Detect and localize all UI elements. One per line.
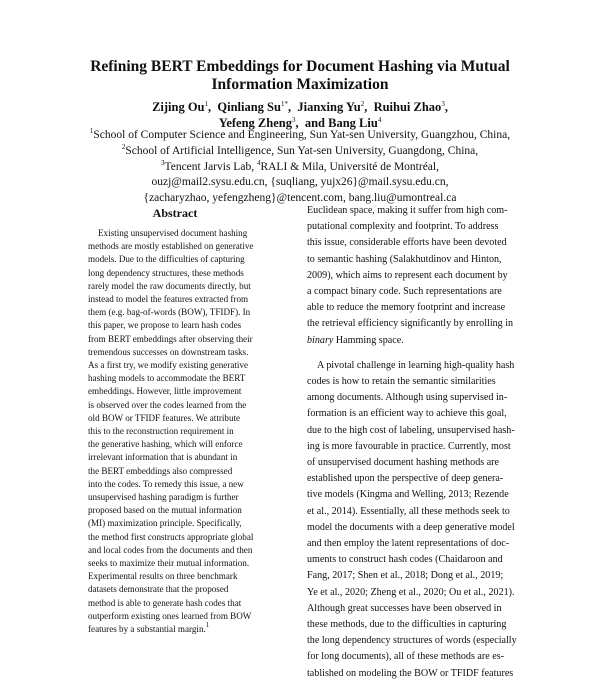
text-line: able to reduce the memory footprint and increase: [307, 302, 506, 314]
text-line: uments to construct hash codes (Chaidaroon and: [307, 554, 503, 566]
text-line: from BERT embeddings after observing their: [88, 333, 253, 344]
text-line: old BOW or TFIDF features. We attribute: [88, 412, 241, 423]
abstract-heading: Abstract: [152, 206, 198, 220]
text-line: As a first try, we modify existing generative: [88, 360, 249, 371]
text-line: hashing models to accommodate the BERT: [88, 373, 246, 384]
text-line: unsupervised hashing paradigm is further: [88, 492, 239, 503]
text-line: datasets demonstrate that the proposed: [88, 584, 229, 595]
text-line: Experimental results on three benchmark: [88, 571, 238, 582]
footnote-mark: 1: [205, 621, 210, 630]
abstract-body: [88, 227, 262, 636]
text-line: and then employ the latent representations of doc-: [307, 538, 510, 550]
text-line: them (e.g. bag-of-words (BOW), TFIDF). In: [88, 307, 251, 318]
text-line: these methods, due to the difficulties in capturing: [307, 619, 507, 631]
text-line: (MI) maximization principle. Specifically,: [88, 518, 242, 529]
text-line: this paper, we propose to learn hash codes: [88, 320, 242, 331]
affiliations: [40, 128, 560, 207]
right-column-text: [307, 203, 533, 682]
text-line: to semantic hashing (Salakhutdinov and Hinton,: [307, 253, 502, 265]
text-line: ing is more favourable in practice. Currently, most: [307, 440, 511, 452]
text-line: this issue, considerable efforts have been devoted: [307, 237, 507, 249]
text-line: among documents. Although using supervised in-: [307, 392, 508, 404]
text-line: a compact binary code. Such representations are: [307, 286, 502, 298]
author-name: Ruihui Zhao: [373, 100, 442, 114]
text-line: A pivotal challenge in learning high-quality hash: [317, 359, 515, 371]
affiliation-line: $^1$School of Computer Science and Engineering, Sun Yat-sen University, Guangzhou, China,: [89, 127, 511, 141]
text-line: is observed over the codes learned from the: [88, 399, 247, 410]
text-line: et al., 2014). Essentially, all these methods seek to: [307, 505, 510, 517]
text-line: putational complexity and footprint. To address: [307, 221, 499, 233]
author-name: and Bang Liu: [304, 116, 378, 130]
author-list: [40, 99, 560, 131]
text-line: established upon the perspective of deep genera-: [307, 473, 504, 485]
author-name: Qinliang Su: [217, 100, 281, 114]
author-affil-mark: 1: [204, 100, 209, 108]
affiliation-line: $^3$Tencent Jarvis Lab, $^4$RALI & Mila, Université de Montréal,: [161, 158, 439, 173]
paper-title: [40, 58, 560, 94]
text-line: models. Due to the difficulties of capturing: [88, 254, 245, 265]
text-line: this to the reconstruction requirement in: [88, 426, 234, 437]
author-affil-mark: 3: [441, 100, 445, 108]
email-line: ouzj@mail2.sysu.edu.cn, {suqliang, yujx26}@mail.sysu.edu.cn,: [151, 176, 449, 189]
text-line: of unsupervised document hashing methods are: [307, 457, 500, 469]
text-line: Although great successes have been observed in: [307, 602, 502, 614]
text-line: tive models (Kingma and Welling, 2013; Rezende: [307, 489, 509, 501]
text-line: long dependency structures, these methods: [88, 267, 244, 278]
text-line: model the documents with a deep generative model: [307, 521, 515, 533]
text-line: proposed based on the mutual information: [88, 505, 242, 516]
text-line: tremendous successes on downstream tasks.: [88, 346, 249, 357]
text-line: rarely model the raw documents directly, but: [88, 280, 251, 291]
text-line: features by a substantial margin.$^1$: [88, 621, 210, 635]
text-line: Existing unsupervised document hashing: [98, 228, 248, 238]
text-line: into the codes. To remedy this issue, a new: [88, 478, 244, 489]
text-line: the retrieval efficiency significantly by enrolling in: [307, 318, 514, 330]
text-line: and local codes from the documents and then: [88, 544, 253, 555]
author-line-2: Yefeng Zheng$^3$, and Bang Liu$^4$: [218, 116, 382, 130]
author-affil-mark: 3: [291, 116, 296, 124]
text-line: binary Hamming space.: [307, 334, 404, 346]
affiliation-line: $^2$School of Artificial Intelligence, Sun Yat-sen University, Guangdong, China,: [121, 142, 479, 157]
email-line: {zacharyzhao, yefengzheng}@tencent.com, bang.liu@umontreal.ca: [143, 192, 457, 205]
author-line-1: Zijing Ou$^1$, Qinliang $Su^{1*}$, Jianxing Yu$^2$, Ruihui Zhao$^3$,: [152, 100, 448, 114]
text-line: 2009), which aims to represent each document by: [307, 269, 508, 281]
title-line-2: Information Maximization: [211, 76, 389, 93]
text-line: for long documents), all of these methods are es-: [307, 651, 505, 663]
text-line: the long dependency structures of words (especially: [307, 635, 517, 647]
text-line: the BERT embeddings also compressed: [88, 465, 233, 476]
text-line: formation is an efficient way to achieve this goal,: [307, 408, 507, 420]
text-line: the generative hashing, which will enforce: [88, 439, 243, 450]
text-line: methods are mostly established on generative: [88, 241, 254, 252]
text-line: due to the high cost of labeling, unsupervised hash-: [307, 424, 515, 436]
intro-paragraph-1: [307, 203, 533, 333]
text-line: codes is how to retain the semantic similarities: [307, 376, 496, 388]
text-line: tablished on modeling the BOW or TFIDF features: [307, 667, 514, 679]
text-line: Euclidean space, making it suffer from high com-: [307, 205, 508, 216]
author-name: Zijing Ou: [152, 100, 205, 114]
text-line: method is able to generate hash codes that: [88, 597, 242, 608]
author-affil-mark: 1*: [280, 100, 288, 108]
title-line-1: Refining BERT Embeddings for Document Hashing via Mutual: [90, 58, 510, 75]
text-line: seeks to maximize their mutual information.: [88, 558, 250, 569]
author-name: Jianxing Yu: [297, 100, 361, 114]
text-line: Ye et al., 2020; Zheng et al., 2020; Ou et al., 2021).: [307, 586, 515, 598]
text-line: instead to model the features extracted from: [88, 294, 249, 305]
text-line: the method first constructs appropriate global: [88, 531, 254, 542]
intro-paragraph-2: [307, 358, 533, 682]
text-line: outperform existing ones learned from BOW: [88, 610, 252, 621]
text-line: embeddings. However, little improvement: [88, 386, 242, 397]
text-line: Fang, 2017; Shen et al., 2018; Dong et al., 2019;: [307, 570, 504, 582]
text-line: irrelevant information that is abundant in: [88, 452, 238, 463]
author-name: Yefeng Zheng: [218, 116, 292, 130]
author-affil-mark: 2: [360, 100, 365, 108]
author-affil-mark: 4: [377, 116, 382, 124]
